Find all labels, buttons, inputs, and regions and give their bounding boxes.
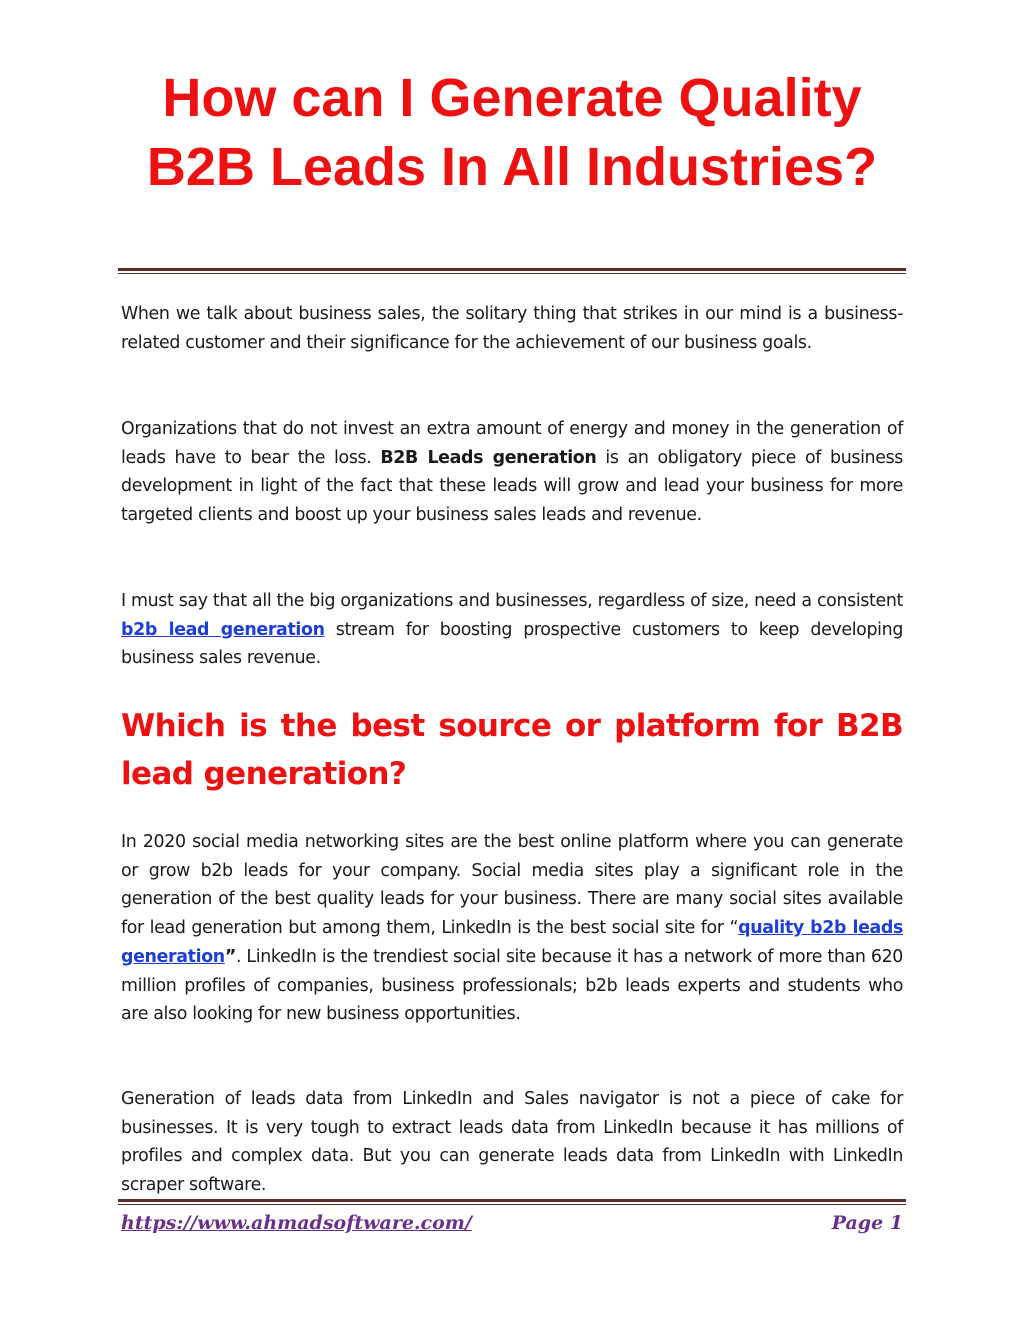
paragraph-social-media-text-2: . LinkedIn is the trendiest social site because it has a network of more than 620 million profiles of companies, business professionals; b2b leads experts and students who are also looking for new business opportunities. xyxy=(121,946,903,1025)
paragraph-social-media-text-1: In 2020 social media networking sites are the best online platform where you can generate or grow b2b leads for your company. Social media sites play a significant role in the generation of the best quality leads for your business. There are many social sites available for lead generation but among them, LinkedIn is the best social site for “ xyxy=(121,832,903,939)
title-divider-thick-line xyxy=(118,268,906,271)
footer-divider xyxy=(118,1199,906,1205)
paragraph-consistent-stream-text-1: I must say that all the big organizations and businesses, regardless of size, need a consistent xyxy=(121,591,903,611)
title-divider xyxy=(118,268,906,275)
footer-website-link[interactable]: https://www.ahmadsoftware.com/ xyxy=(121,1212,472,1234)
paragraph-organizations xyxy=(121,415,903,530)
title-divider-thin-line xyxy=(118,273,906,274)
footer-page-number: Page 1 xyxy=(831,1212,903,1234)
b2b-leads-generation-bold: B2B Leads generation xyxy=(380,447,597,468)
section-heading: Which is the best source or platform for B2B lead generation? xyxy=(121,708,903,792)
quality-b2b-leads-generation-link[interactable]: quality b2b leads generation xyxy=(121,918,904,967)
closing-quote: ” xyxy=(224,946,236,967)
paragraph-intro: When we talk about business sales, the solitary thing that strikes in our mind is a business-related customer and their significance for the achievement of our business goals. xyxy=(121,304,903,353)
footer-divider-thick-line xyxy=(118,1199,906,1202)
paragraph-organizations-text-1: Organizations that do not invest an extra amount of energy and money in the generation of leads have to bear the loss. xyxy=(121,419,903,468)
paragraph-social-media xyxy=(121,828,903,1029)
footer-divider-thin-line xyxy=(118,1204,906,1205)
page-title: How can I Generate Quality B2B Leads In All Industries? xyxy=(146,68,878,197)
paragraph-consistent-stream xyxy=(121,587,903,673)
b2b-lead-generation-link[interactable]: b2b lead generation xyxy=(121,619,325,640)
paragraph-organizations-text-2: is an obligatory piece of business development in light of the fact that these leads will grow and lead your business for more targeted clients and boost up your business sales leads and revenue. xyxy=(121,447,903,526)
paragraph-linkedin-scraper: Generation of leads data from LinkedIn and Sales navigator is not a piece of cake for businesses. It is very tough to extract leads data from LinkedIn because it has millions of profiles and complex data. But you can generate leads data from LinkedIn with LinkedIn scraper software. xyxy=(121,1089,903,1196)
paragraph-consistent-stream-text-2: stream for boosting prospective customers to keep developing business sales revenue. xyxy=(121,619,904,669)
